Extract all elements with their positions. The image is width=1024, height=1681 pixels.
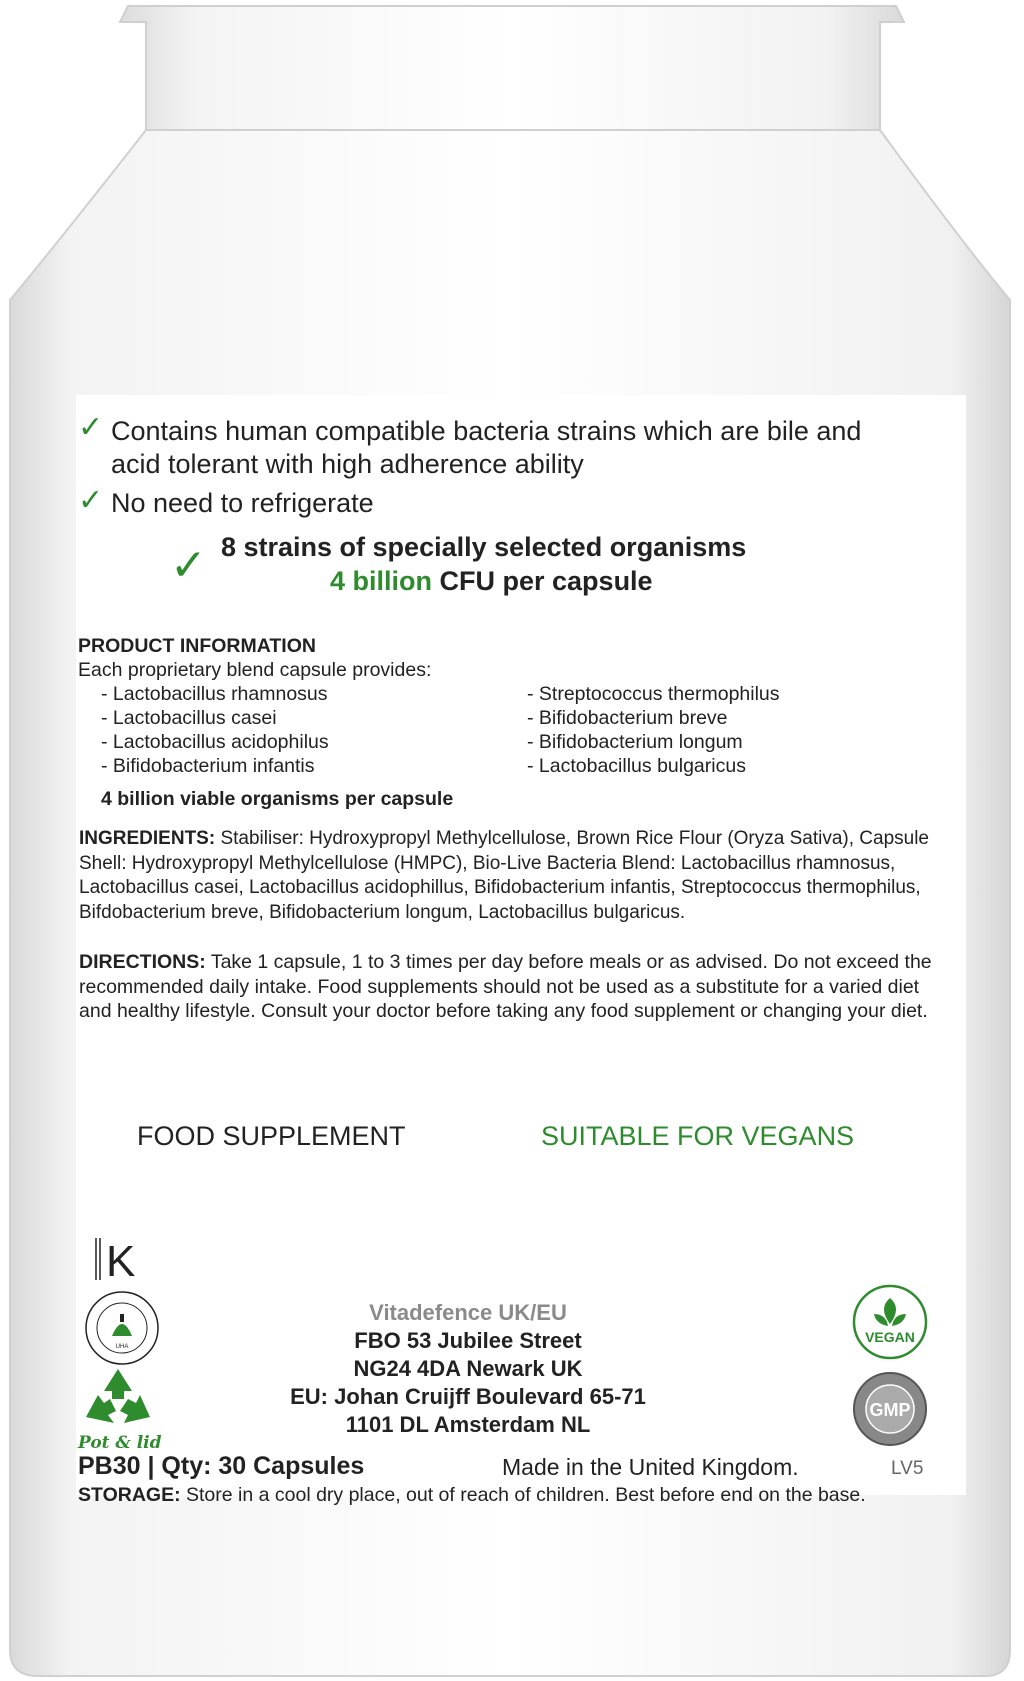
label-version: LV5: [891, 1458, 924, 1479]
strain-left-2: - Lactobacillus casei: [101, 707, 277, 729]
bullet-1-line-1: Contains human compatible bacteria strains which are bile and: [111, 416, 862, 446]
cfu-unit: CFU per capsule: [432, 566, 653, 596]
checkmark-icon: ✓: [78, 410, 104, 445]
storage-block: [78, 1483, 866, 1507]
strain-left-4: - Bifidobacterium infantis: [101, 755, 315, 777]
bottle-cap: [120, 6, 904, 130]
checkmark-icon: ✓: [78, 483, 104, 518]
product-info-heading: PRODUCT INFORMATION: [78, 635, 316, 657]
strain-right-3: - Bifidobacterium longum: [527, 731, 743, 753]
address-line-3: EU: Johan Cruijff Boulevard 65-71: [290, 1384, 646, 1409]
cfu-amount: 4 billion: [330, 566, 433, 596]
vegan-claim: SUITABLE FOR VEGANS: [541, 1121, 855, 1151]
kosher-mark: K: [106, 1237, 136, 1284]
kosher-logo: [92, 1232, 142, 1284]
address-line-2: NG24 4DA Newark UK: [353, 1356, 583, 1381]
strain-right-2: - Bifidobacterium breve: [527, 707, 728, 729]
vegan-badge-label: VEGAN: [865, 1329, 915, 1345]
made-in-label: Made in the United Kingdom.: [502, 1454, 799, 1480]
address-line-1: FBO 53 Jubilee Street: [354, 1328, 582, 1353]
storage-text: Store in a cool dry place, out of reach of children. Best before end on the base.: [180, 1484, 866, 1506]
strain-right-1: - Streptococcus thermophilus: [527, 683, 780, 705]
cfu-claim: [330, 565, 653, 598]
checkmark-icon: ✓: [170, 540, 207, 591]
strain-left-1: - Lactobacillus rhamnosus: [101, 683, 328, 705]
gmp-badge: [852, 1371, 928, 1447]
halal-authority-logo: [84, 1290, 160, 1366]
halal-short: UHA: [115, 1344, 129, 1350]
directions-label: DIRECTIONS:: [79, 951, 206, 973]
food-supplement-label: FOOD SUPPLEMENT: [137, 1121, 406, 1151]
strain-right-4: - Lactobacillus bulgaricus: [527, 755, 746, 777]
recycle-caption: Pot & lid: [78, 1433, 162, 1453]
product-info-intro: Each proprietary blend capsule provides:: [78, 659, 432, 681]
product-code-quantity: PB30 | Qty: 30 Capsules: [78, 1452, 365, 1480]
bullet-1-line-2: acid tolerant with high adherence ability: [111, 449, 584, 479]
ingredients-text: Stabiliser: Hydroxypropyl Methylcellulose, Brown Rice Flour (Oryza Sativa), Capsule Shell: Hydroxypropyl Methylcellulose (HMPC), Bio-Live Bacteria Blend: Lactobacillus rhamnosus, Lactobacillus casei, Lactobacillus acidophillus, Bifidobacterium infantis, Streptococcus thermophilus, Bifdobacterium breve, Bifidobacterium longum, Lactobacillus bulgaricus.: [79, 828, 929, 923]
address-line-4: 1101 DL Amsterdam NL: [345, 1412, 591, 1437]
company-name: Vitadefence UK/EU: [369, 1300, 567, 1325]
directions-block: [79, 950, 939, 1024]
gmp-badge-label: GMP: [869, 1400, 911, 1420]
ingredients-label: INGREDIENTS:: [79, 828, 216, 849]
directions-text: Take 1 capsule, 1 to 3 times per day before meals or as advised. Do not exceed the recommended daily intake. Food supplements should not be used as a substitute for a varied diet and healthy lifestyle. Consult your doctor before taking any food supplement or changing your diet.: [79, 951, 932, 1022]
ingredients-block: [79, 827, 939, 925]
strain-left-3: - Lactobacillus acidophilus: [101, 731, 329, 753]
bullet-2: No need to refrigerate: [111, 488, 374, 518]
recycle-icon: [80, 1365, 156, 1431]
vegan-badge: [852, 1284, 928, 1360]
storage-label: STORAGE:: [78, 1484, 181, 1506]
strains-claim: 8 strains of specially selected organisms: [221, 532, 747, 562]
viable-organisms-summary: 4 billion viable organisms per capsule: [101, 788, 454, 810]
